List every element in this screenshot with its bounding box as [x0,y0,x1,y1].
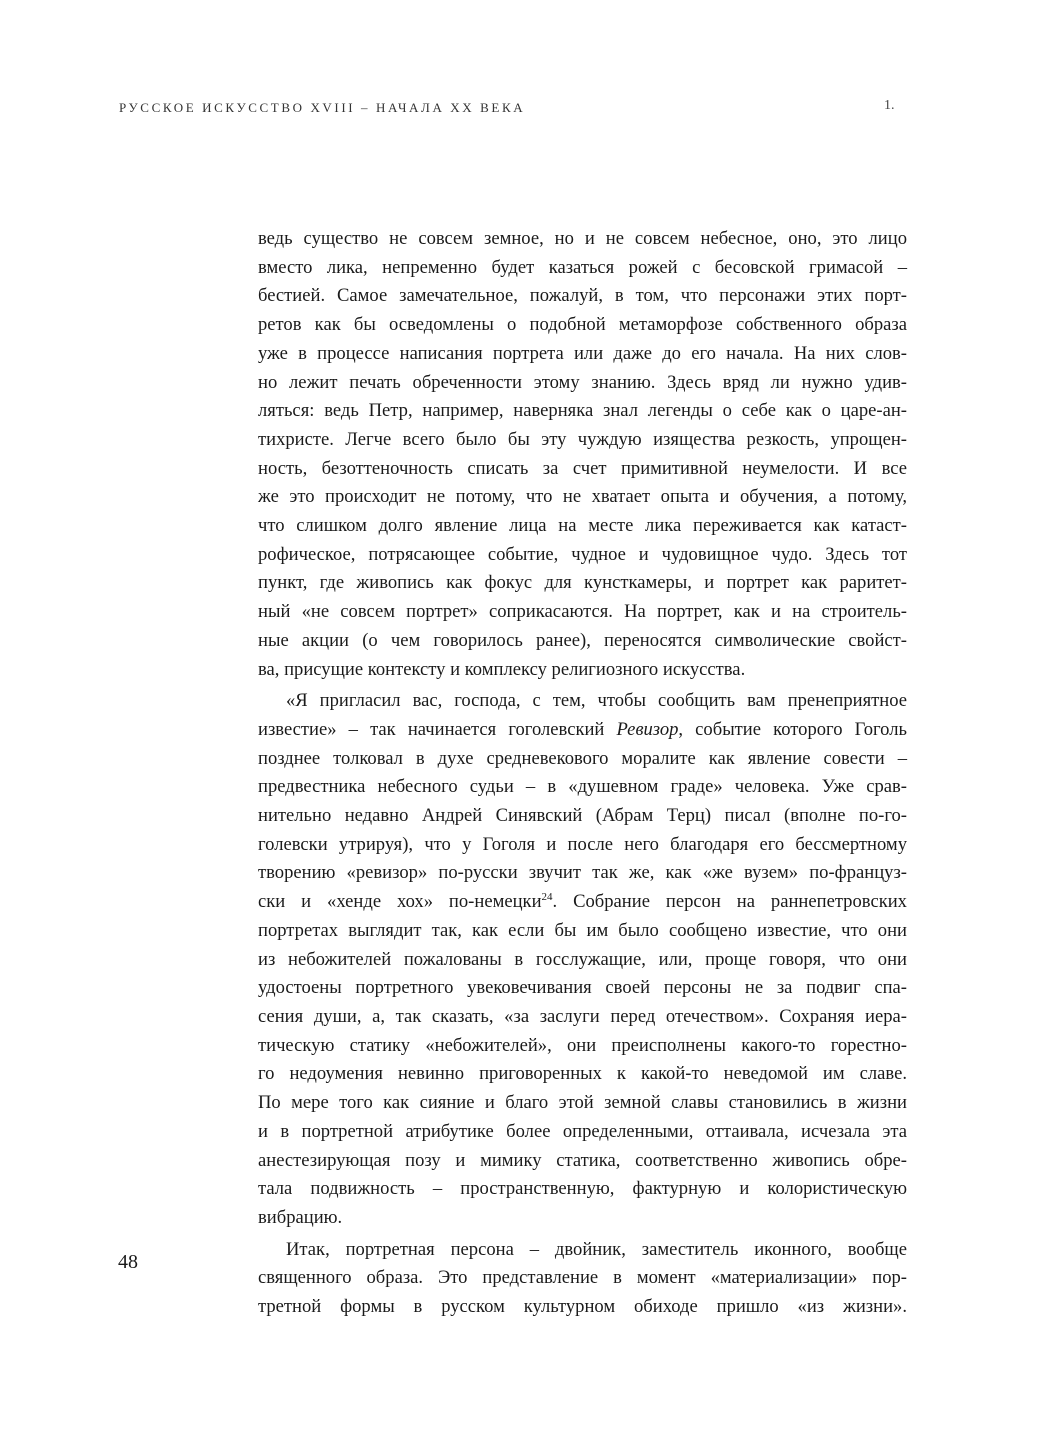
text-line: же это происходит не потому, что не хватает опыта и обучения, а потому, [258,486,907,508]
text-line: тическую статику «небожителей», они преисполнены какого-то горестно- [258,1034,907,1056]
text-line: анестезирующая позу и мимику статика, соответственно живопись обре- [258,1149,907,1171]
text-line: что слишком долго явление лица на месте лика переживается как катаст- [258,515,907,537]
text-line: По мере того как сияние и благо этой земной славы становились в жизни [258,1092,907,1114]
text-line: портретах выглядит так, как если бы им было сообщено известие, что они [258,919,907,941]
text-line: тала подвижность – пространственную, фактурную и колористическую [258,1178,907,1200]
text-line: ный «не совсем портрет» соприкасаются. На портрет, как и на строитель- [258,601,907,623]
text-line: рофическое, потрясающее событие, чудное и чудовищное чудо. Здесь тот [258,543,907,565]
text-line: священного образа. Это представление в момент «материализации» пор- [258,1267,907,1289]
text-line: ность, безоттеночность списать за счет примитивной неумелости. И все [258,457,907,479]
text-line: тихристе. Легче всего было бы эту чуждую изящества резкость, упрощен- [258,428,907,450]
text-line: ляться: ведь Петр, например, наверняка знал легенды о себе как о царе-ан- [258,400,907,422]
text-line: бестией. Самое замечательное, пожалуй, в том, что персонажи этих порт- [258,285,907,307]
text-fragment: . Собрание персон на раннепетровских [552,891,907,913]
text-line: творению «ревизор» по-русски звучит так же, как «же вузем» по-француз- [258,862,907,884]
text-line-with-footnote [258,888,907,917]
text-line: уже в процессе написания портрета или даже до его начала. На них слов- [258,342,907,364]
text-line: ретов как бы осведомлены о подобной метаморфозе собственного образа [258,314,907,336]
text-line: позднее толковал в духе средневекового моралите как явление совести – [258,747,907,769]
text-line: го недоумения невинно приговоренных к какой-то неведомой им славе. [258,1063,907,1085]
text-line: ведь существо не совсем земное, но и не совсем небесное, оно, это лицо [258,228,907,249]
text-line: вибрацию. [258,1206,343,1228]
text-line: Итак, портретная персона – двойник, заместитель иконного, вообще [286,1238,907,1260]
running-head: РУССКОЕ ИСКУССТВО XVIII – НАЧАЛА XX ВЕКА [119,100,526,115]
work-title: Ревизор [616,718,679,740]
text-line-with-title [258,716,907,745]
text-line: сения души, а, так сказать, «за заслуги перед отечеством». Сохраняя иера- [258,1005,907,1027]
text-line: ные акции (о чем говорилось ранее), переносятся символические свойст- [258,629,907,651]
text-line: пункт, где живопись как фокус для кунсткамеры, и портрет как раритет- [258,572,907,594]
page-number: 48 [118,1251,138,1273]
text-fragment: ски и «хенде хох» по-немецки [258,891,542,913]
text-line: и в портретной атрибутике более определенными, оттаивала, исчезала эта [258,1120,907,1142]
text-line: голевски утрируя), что у Гоголя и после него благодаря его бессмертному [258,833,907,855]
text-line: «Я пригласил вас, господа, с тем, чтобы сообщить вам пренеприятное [286,690,907,712]
text-fragment: , событие которого Гоголь [678,718,907,740]
text-line: удостоены портретного увековечивания своей персоны не за подвиг спа- [258,977,907,999]
text-line: вместо лика, непременно будет казаться рожей с бесовской гримасой – [258,256,907,278]
main-text [258,225,907,1322]
text-fragment: известие» – так начинается гоголевский [258,718,617,740]
section-number: 1. [884,98,895,113]
footnote-ref[interactable]: 24 [541,890,553,903]
text-line: третной формы в русском культурном обиходе пришло «из жизни». [258,1296,907,1318]
text-line: ва, присущие контексту и комплексу религиозного искусства. [258,658,746,680]
text-line: но лежит печать обреченности этому знанию. Здесь вряд ли нужно удив- [258,371,907,393]
text-line: нительно недавно Андрей Синявский (Абрам Терц) писал (вполне по-го- [258,805,907,827]
text-line: из небожителей пожалованы в госслужащие, или, проще говоря, что они [258,948,907,970]
text-line: предвестника небесного судьи – в «душевном граде» человека. Уже срав- [258,776,907,798]
